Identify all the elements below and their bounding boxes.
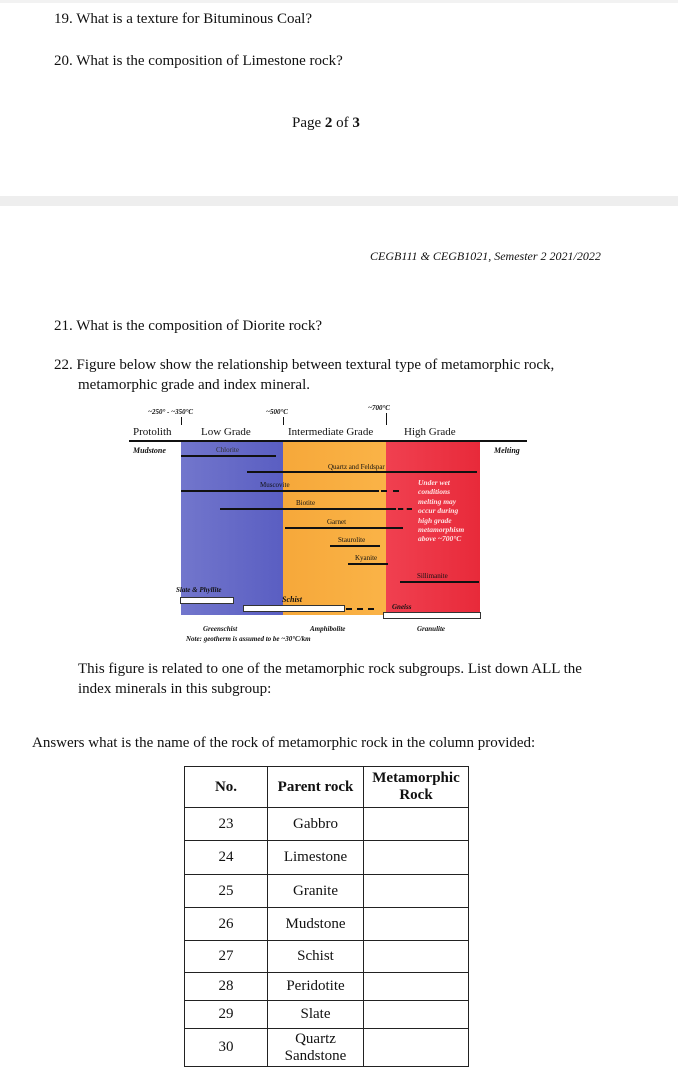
- table-row: [185, 1029, 469, 1067]
- row-metamorphic-rock-cell[interactable]: [364, 1029, 469, 1067]
- table-row: [185, 808, 469, 841]
- muscovite-range-dashed: [381, 490, 399, 492]
- slate-phyllite-label: Slate & Phyllite: [176, 586, 222, 594]
- gneiss-label: Gneiss: [392, 603, 412, 611]
- table-row: [185, 1001, 469, 1029]
- kyanite-label: Kyanite: [355, 554, 378, 562]
- wet-note-line: melting may: [418, 496, 457, 506]
- geotherm-note: Note: geotherm is assumed to be ~30°C/km: [186, 635, 311, 643]
- sillimanite-label: Sillimanite: [417, 572, 448, 580]
- answers-prompt: Answers what is the name of the rock of metamorphic rock in the column provided:: [32, 735, 536, 751]
- chlorite-range: [181, 455, 276, 457]
- biotite-range-dashed: [398, 508, 412, 510]
- row-parent-rock: [268, 1029, 364, 1067]
- mudstone-label: Mudstone: [133, 446, 166, 455]
- slate-phyllite-bar: [180, 597, 234, 604]
- table-row: [185, 973, 469, 1001]
- row-number: 24: [185, 841, 268, 875]
- muscovite-range: [181, 490, 379, 492]
- row-metamorphic-rock-cell[interactable]: [364, 1001, 469, 1029]
- row-metamorphic-rock-cell[interactable]: [364, 808, 469, 841]
- facies-granulite: Granulite: [417, 625, 446, 633]
- row-number: 30: [185, 1029, 268, 1067]
- schist-label: Schist: [282, 595, 303, 604]
- page-current: 2: [324, 115, 333, 131]
- wet-note-line: above ~700°C: [418, 534, 462, 544]
- table-row: [185, 908, 469, 941]
- page-prefix: Page: [292, 115, 325, 131]
- parent-rock-line1: Quartz: [295, 1030, 336, 1047]
- row-parent-rock: Limestone: [268, 841, 364, 875]
- biotite-label: Biotite: [296, 499, 316, 507]
- gneiss-bar: [383, 612, 481, 619]
- schist-bar: [243, 605, 345, 612]
- garnet-range: [285, 527, 403, 529]
- melting-label: Melting: [494, 446, 520, 455]
- row-metamorphic-rock-cell[interactable]: [364, 941, 469, 973]
- question-21: 21. What is the composition of Diorite rock?: [54, 318, 323, 334]
- temp-label-2: ~500°C: [266, 408, 288, 416]
- staurolite-label: Staurolite: [338, 536, 366, 544]
- header-no: No.: [185, 767, 268, 808]
- kyanite-range: [348, 563, 388, 565]
- table-row: [185, 875, 469, 908]
- temp-tick-3: [386, 413, 387, 425]
- facies-amphibolite: Amphibolite: [310, 625, 346, 633]
- protolith-line: [129, 440, 527, 442]
- table-header-row: [185, 767, 469, 808]
- temp-label-1: ~250° - ~350°C: [148, 408, 194, 416]
- temp-tick-1: [181, 417, 182, 425]
- table-row: [185, 841, 469, 875]
- quartz-feldspar-label: Quartz and Feldspar: [328, 463, 385, 471]
- schist-bar-dashed: [346, 608, 374, 610]
- biotite-range: [220, 508, 396, 510]
- row-metamorphic-rock-cell[interactable]: [364, 841, 469, 875]
- question-22-line1: 22. Figure below show the relationship between textural type of metamorphic rock,: [54, 357, 555, 373]
- parent-rock-line2: Sandstone: [284, 1047, 347, 1064]
- row-number: 27: [185, 941, 268, 973]
- wet-note-line: conditions: [418, 487, 451, 497]
- page-total: 3: [352, 115, 360, 131]
- facies-greenschist: Greenschist: [203, 625, 238, 633]
- row-parent-rock: Granite: [268, 875, 364, 908]
- row-number: 28: [185, 973, 268, 1001]
- wet-conditions-note: [418, 478, 480, 544]
- row-parent-rock: Mudstone: [268, 908, 364, 941]
- sillimanite-range: [400, 581, 479, 583]
- header-metamorphic-rock: [364, 767, 469, 808]
- temp-tick-2: [283, 417, 284, 425]
- grade-high: High Grade: [404, 426, 456, 438]
- course-header: CEGB111 & CEGB1021, Semester 2 2021/2022: [370, 249, 601, 263]
- quartz-feldspar-range: [247, 471, 477, 473]
- wet-note-line: Under wet: [418, 478, 450, 487]
- staurolite-range: [330, 545, 380, 547]
- wet-note-line: metamorphism: [418, 525, 465, 535]
- grade-protolith: Protolith: [133, 426, 172, 438]
- chlorite-label: Chlorite: [216, 446, 239, 454]
- row-metamorphic-rock-cell[interactable]: [364, 973, 469, 1001]
- garnet-label: Garnet: [327, 518, 347, 526]
- row-parent-rock: Gabbro: [268, 808, 364, 841]
- header-parent-rock: Parent rock: [268, 767, 364, 808]
- row-number: 23: [185, 808, 268, 841]
- row-parent-rock: Schist: [268, 941, 364, 973]
- row-parent-rock: Slate: [268, 1001, 364, 1029]
- row-number: 25: [185, 875, 268, 908]
- header-meta-line1: Metamorphic: [372, 770, 460, 786]
- muscovite-label: Muscovite: [260, 481, 290, 489]
- answers-table: [184, 766, 469, 1067]
- row-number: 29: [185, 1001, 268, 1029]
- question-22-line2: metamorphic grade and index mineral.: [78, 377, 310, 393]
- temp-label-3: ~700°C: [368, 404, 390, 412]
- grade-intermediate: Intermediate Grade: [288, 426, 374, 438]
- header-meta-line2: Rock: [399, 787, 433, 803]
- question-22-follow-line1: This figure is related to one of the metamorphic rock subgroups. List down ALL the: [78, 661, 582, 677]
- grade-low: Low Grade: [201, 426, 251, 438]
- table-row: [185, 941, 469, 973]
- wet-note-line: occur during: [418, 506, 459, 516]
- question-19: 19. What is a texture for Bituminous Coal?: [54, 11, 313, 27]
- row-metamorphic-rock-cell[interactable]: [364, 908, 469, 941]
- wet-note-line: high grade: [418, 515, 452, 525]
- question-20: 20. What is the composition of Limestone rock?: [54, 53, 343, 69]
- question-22-follow-line2: index minerals in this subgroup:: [78, 681, 272, 697]
- row-parent-rock: Peridotite: [268, 973, 364, 1001]
- page-middle: of: [332, 115, 353, 131]
- row-number: 26: [185, 908, 268, 941]
- row-metamorphic-rock-cell[interactable]: [364, 875, 469, 908]
